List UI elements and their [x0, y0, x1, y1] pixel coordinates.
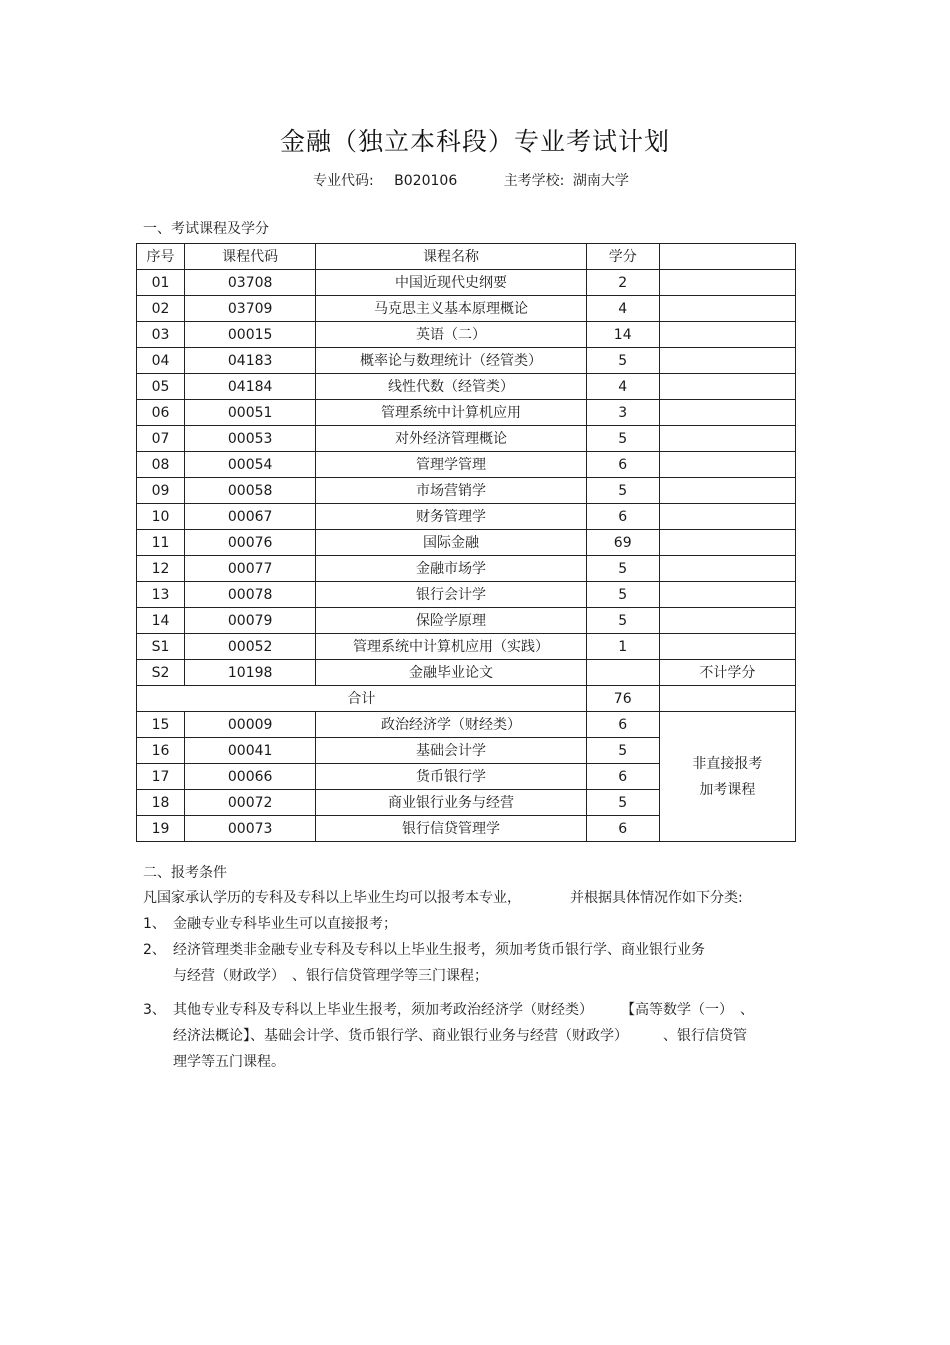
table-cell: 01 [137, 270, 185, 296]
table-cell [586, 660, 659, 686]
condition-line [143, 1023, 803, 1049]
table-cell [659, 374, 795, 400]
table-cell: 4 [586, 296, 659, 322]
table-row [137, 608, 796, 634]
table-cell: S2 [137, 660, 185, 686]
table-cell: 00066 [185, 764, 316, 790]
table-cell: 5 [586, 556, 659, 582]
table-cell: 00015 [185, 322, 316, 348]
table-row [137, 530, 796, 556]
table-header-cell: 课程名称 [316, 244, 586, 270]
condition-line [143, 937, 803, 963]
table-cell: 6 [586, 816, 659, 842]
table-cell: 政治经济学（财经类） [316, 712, 586, 738]
table-row [137, 634, 796, 660]
table-cell: 00078 [185, 582, 316, 608]
table-cell [659, 530, 795, 556]
table-cell: 03709 [185, 296, 316, 322]
table-cell: 15 [137, 712, 185, 738]
table-cell: 银行信贷管理学 [316, 816, 586, 842]
table-cell: 财务管理学 [316, 504, 586, 530]
table-cell: 6 [586, 764, 659, 790]
table-cell: 市场营销学 [316, 478, 586, 504]
table-cell: 5 [586, 608, 659, 634]
table-cell: 4 [586, 374, 659, 400]
course-table [136, 243, 796, 842]
table-cell [659, 556, 795, 582]
table-cell: 06 [137, 400, 185, 426]
table-row [137, 660, 796, 686]
table-cell: 基础会计学 [316, 738, 586, 764]
table-cell: 00073 [185, 816, 316, 842]
condition-line [143, 1049, 803, 1075]
table-cell: 00072 [185, 790, 316, 816]
table-cell: 6 [586, 504, 659, 530]
table-cell: 00077 [185, 556, 316, 582]
conditions-block [143, 885, 803, 1075]
table-cell [659, 270, 795, 296]
condition-number: 2、 [143, 942, 166, 958]
table-cell: 5 [586, 426, 659, 452]
table-row [137, 504, 796, 530]
table-row [137, 582, 796, 608]
table-cell: 11 [137, 530, 185, 556]
table-cell: 英语（二） [316, 322, 586, 348]
table-cell: 08 [137, 452, 185, 478]
table-row [137, 478, 796, 504]
condition-line [143, 911, 803, 937]
table-cell: 不计学分 [659, 660, 795, 686]
table-cell [659, 686, 795, 712]
table-header-cell: 序号 [137, 244, 185, 270]
table-cell: 管理学管理 [316, 452, 586, 478]
table-cell: 金融市场学 [316, 556, 586, 582]
table-row [137, 556, 796, 582]
table-row [137, 452, 796, 478]
table-header-row [137, 244, 796, 270]
additional-course-note [659, 712, 795, 842]
table-cell: 13 [137, 582, 185, 608]
table-cell: 07 [137, 426, 185, 452]
table-cell: 5 [586, 738, 659, 764]
table-cell [659, 348, 795, 374]
table-header-cell: 课程代码 [185, 244, 316, 270]
table-cell [659, 608, 795, 634]
table-row [137, 348, 796, 374]
condition-line [143, 963, 803, 989]
subtitle [313, 170, 629, 190]
condition-text: 金融专业专科毕业生可以直接报考； [173, 916, 397, 932]
table-cell [659, 296, 795, 322]
condition-number: 1、 [143, 916, 166, 932]
major-code-value: B020106 [394, 173, 458, 189]
table-cell: 1 [586, 634, 659, 660]
table-cell: 00076 [185, 530, 316, 556]
table-cell: 金融毕业论文 [316, 660, 586, 686]
table-cell: 12 [137, 556, 185, 582]
table-cell [659, 322, 795, 348]
table-cell: 中国近现代史纲要 [316, 270, 586, 296]
condition-line [143, 997, 803, 1023]
table-cell: 69 [586, 530, 659, 556]
conditions-intro: 凡国家承认学历的专科及专科以上毕业生均可以报考本专业， 并根据具体情况作如下分类: [143, 890, 743, 906]
table-cell: 2 [586, 270, 659, 296]
table-cell: 马克思主义基本原理概论 [316, 296, 586, 322]
table-cell: 对外经济管理概论 [316, 426, 586, 452]
table-cell: 00051 [185, 400, 316, 426]
section-heading-conditions: 二、报考条件 [143, 865, 227, 881]
table-cell [659, 582, 795, 608]
table-cell [659, 400, 795, 426]
table-cell: 货币银行学 [316, 764, 586, 790]
table-cell: 00041 [185, 738, 316, 764]
table-cell: 概率论与数理统计（经管类） [316, 348, 586, 374]
table-cell: 管理系统中计算机应用（实践） [316, 634, 586, 660]
major-code-label: 专业代码: [313, 173, 374, 189]
condition-number: 3、 [143, 1002, 166, 1018]
table-cell: 04184 [185, 374, 316, 400]
table-cell: 银行会计学 [316, 582, 586, 608]
table-cell: 03708 [185, 270, 316, 296]
condition-text: 与经营（财政学） 、银行信贷管理学等三门课程； [173, 968, 488, 984]
table-cell: 商业银行业务与经营 [316, 790, 586, 816]
table-cell: 00052 [185, 634, 316, 660]
table-cell: 国际金融 [316, 530, 586, 556]
table-cell [659, 426, 795, 452]
condition-item [143, 911, 803, 937]
table-cell: 03 [137, 322, 185, 348]
table-row [137, 322, 796, 348]
table-cell: 00058 [185, 478, 316, 504]
table-cell: 管理系统中计算机应用 [316, 400, 586, 426]
table-cell: 线性代数（经管类） [316, 374, 586, 400]
note-line: 非直接报考 [692, 755, 763, 772]
table-cell: 00054 [185, 452, 316, 478]
table-cell: 19 [137, 816, 185, 842]
table-cell: 09 [137, 478, 185, 504]
total-label: 合计 [137, 686, 587, 712]
condition-item [143, 937, 803, 989]
school-value: 湖南大学 [572, 173, 629, 189]
condition-text: 其他专业专科及专科以上毕业生报考，须加考政治经济学（财经类） 【高等数学（一） 、 [173, 1002, 754, 1018]
condition-text: 经济管理类非金融专业专科及专科以上毕业生报考，须加考货币银行学、商业银行业务 [173, 942, 705, 958]
page-title: 金融（独立本科段）专业考试计划 [279, 127, 670, 156]
table-cell: 5 [586, 790, 659, 816]
table-cell: 05 [137, 374, 185, 400]
condition-text: 理学等五门课程。 [173, 1054, 285, 1070]
table-cell: S1 [137, 634, 185, 660]
table-cell: 6 [586, 452, 659, 478]
table-cell: 5 [586, 348, 659, 374]
table-cell: 18 [137, 790, 185, 816]
table-cell: 00053 [185, 426, 316, 452]
section-heading-courses: 一、考试课程及学分 [143, 221, 269, 237]
table-cell: 3 [586, 400, 659, 426]
condition-text: 经济法概论】、基础会计学、货币银行学、商业银行业务与经营（财政学） 、银行信贷管 [173, 1028, 747, 1044]
table-row [137, 400, 796, 426]
table-row [137, 426, 796, 452]
total-value: 76 [586, 686, 659, 712]
table-cell: 04 [137, 348, 185, 374]
table-row [137, 296, 796, 322]
table-row-additional [137, 712, 796, 738]
table-total-row [137, 686, 796, 712]
table-cell [659, 478, 795, 504]
note-line: 加考课程 [699, 781, 756, 798]
table-row [137, 374, 796, 400]
table-cell: 00067 [185, 504, 316, 530]
table-cell: 00009 [185, 712, 316, 738]
condition-item [143, 997, 803, 1075]
table-cell [659, 504, 795, 530]
table-cell: 16 [137, 738, 185, 764]
table-cell [659, 634, 795, 660]
table-cell: 14 [137, 608, 185, 634]
table-header-cell: 学分 [586, 244, 659, 270]
table-cell: 02 [137, 296, 185, 322]
table-cell: 00079 [185, 608, 316, 634]
table-cell: 6 [586, 712, 659, 738]
table-cell: 保险学原理 [316, 608, 586, 634]
table-cell: 5 [586, 478, 659, 504]
table-header-cell [659, 244, 795, 270]
school-label: 主考学校: [503, 173, 565, 189]
table-cell: 17 [137, 764, 185, 790]
table-row [137, 270, 796, 296]
table-cell [659, 452, 795, 478]
table-cell: 14 [586, 322, 659, 348]
table-cell: 5 [586, 582, 659, 608]
table-cell: 10198 [185, 660, 316, 686]
table-cell: 04183 [185, 348, 316, 374]
table-cell: 10 [137, 504, 185, 530]
